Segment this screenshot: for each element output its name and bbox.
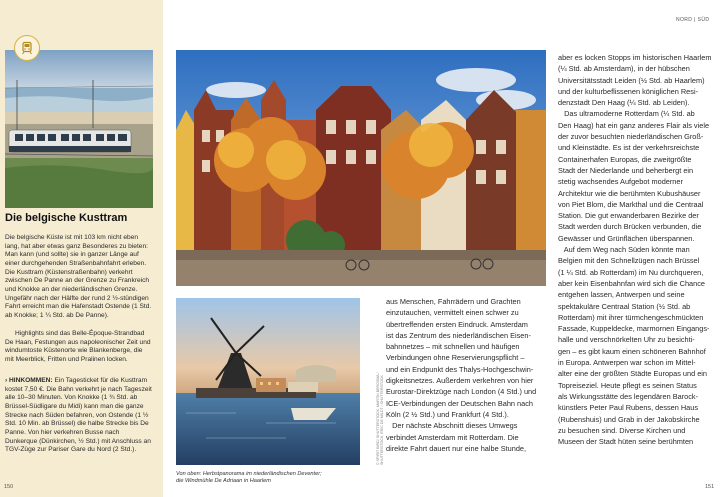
middle-line: verbindet Amsterdam mit Rotterdam. Die — [386, 432, 519, 442]
middle-line: Köln (2 ½ Std.) und Frankfurt (4 Std.). — [386, 409, 509, 419]
right-column — [558, 52, 718, 447]
caption-line-2: die Windmühle De Adriaan in Haarlem — [176, 478, 271, 485]
right-line: denzstadt Den Haag (¼ Std. ab Leiden). — [558, 98, 690, 108]
right-line: als Wirkungsstätte des legendären Barock- — [558, 391, 699, 401]
right-line: zu besuchen sind. Diverse Kirchen und — [558, 425, 686, 435]
right-line: und Kleinstädte. Es ist der verkehrsreichste — [558, 143, 700, 153]
middle-line: übertreffenden ersten Eindruck. Amsterdam — [386, 319, 528, 329]
middle-line: und ein Endpunkt des Thalys-Hochgeschwin- — [386, 364, 534, 374]
right-line: (¼ Std. ab Amsterdam), in der hübschen — [558, 64, 690, 74]
right-line: (Rubenshuis) und Grab in der Jakobskirche — [558, 414, 700, 424]
caption-line-1: Von oben: Herbstpanorama im niederländischen Deventer; — [176, 471, 322, 477]
right-line: Stadt werden durch Brücken verbunden, die — [558, 222, 702, 232]
middle-line: ICE-Verbindungen der Deutschen Bahn nach — [386, 398, 533, 408]
right-line: Universitätsstadt Leiden (½ Std. ab Haarlem) — [558, 75, 705, 85]
right-line: Architektur wie die berühmten Kubushäuser — [558, 188, 701, 198]
right-line: Das ultramoderne Rotterdam (¼ Std. ab — [558, 109, 695, 119]
right-line: der zuvor besuchten niederländischen Groß- — [558, 132, 704, 142]
middle-line: Der nächste Abschnitt dieses Umwegs — [386, 421, 518, 431]
right-line: aber kein Eisenbahnfan wird sich die Chance — [558, 278, 705, 288]
right-line: Den Haag) hat ein ganz anderes Flair als viele — [558, 120, 710, 130]
running-header-right: NORD | SÜD — [676, 17, 710, 23]
right-line: Gewässer und Grünflächen überspannen. — [558, 233, 695, 243]
right-line: künstlers Peter Paul Rubens, dessen Haus — [558, 403, 699, 413]
right-line: Auf dem Weg nach Süden könnte man — [558, 245, 690, 255]
middle-line: aus Menschen, Fahrrädern und Grachten — [386, 297, 521, 306]
middle-line: Eurostar-Direktzüge nach London (4 Std.) und — [386, 387, 537, 397]
photo-caption — [176, 471, 366, 485]
middle-line: einzutauchen, vermittelt einen schwer zu — [386, 308, 519, 318]
right-line: Fassade, Kuppeldecke, marmornen Eingangs- — [558, 324, 710, 334]
right-line: Stadt der Niederlande und beherbergt ein — [558, 165, 694, 175]
right-line: Station. Die gut erwanderbaren Bezirke der — [558, 211, 699, 221]
right-line: alter eine der größten Städte Europas und ein — [558, 369, 708, 379]
middle-line: ist das Zentrum des niederländischen Eisen- — [386, 330, 531, 340]
middle-line: digkeitsnetzes. Außerdem verkehren von hier — [386, 376, 534, 386]
right-line: (1 ¼ Std. ab Rotterdam) im Nu durchqueren, — [558, 267, 704, 277]
right-line: stetig wachsendes Aufgebot moderner — [558, 177, 683, 187]
right-line: entgehen lassen, Antwerpen und seine — [558, 290, 685, 300]
right-line: Topreiseziel. Heute pflegt es seinen Status — [558, 380, 697, 390]
right-line: halle und verschnörkelten Uhr zu besichti- — [558, 335, 695, 345]
right-line: gen – es gibt kaum einen schöneren Bahnhof — [558, 346, 706, 356]
right-line: und der kulturbeflissenen königlichen Resi- — [558, 86, 699, 96]
middle-line: direkte Fahrt dauert nur eine halbe Stunde, — [386, 443, 527, 453]
hinkommen-text: Ein Tagesticket für die Kusttram kostet 7,50 €. Die Bahn verkehrt je nach Tageszeit alle 10–30 Minuten. Von Knokke (1 ¾ Std. ab Brüssel-Südligare du Midi) kann man die ganze Strecke nach Süden befahren, von Ostende (1 ½ Std. 10 Min. ab Brüssel) die halbe Strecke bis De Panne. Von hier verkehren Busse nach Dunkerque (Dünkirchen, ½ Std.) mit Anschluss an TGV-Züge zur Pariser Gare du Nord (2 Std.). — [5, 377, 152, 454]
sidebar-title: Die belgische Kusttram — [5, 212, 128, 224]
middle-line: bahnnetzes – mit schnellen und häufigen — [386, 342, 520, 352]
middle-line: Verbindungen ohne Reservierungspflicht – — [386, 353, 525, 363]
sidebar-hinkommen — [5, 377, 153, 455]
deventer-photo — [176, 50, 546, 286]
right-line: aber es locken Stopps im historischen Haarlem — [558, 53, 712, 62]
page-number-right: 151 — [705, 484, 715, 490]
right-line: in Europa. Antwerpen war schon im Mittel- — [558, 358, 696, 368]
right-line: spektakuläre Centraal Station (½ Std. ab — [558, 301, 691, 311]
right-line: Belgien mit den Schnellzügen nach Brüssel — [558, 256, 700, 266]
middle-column — [386, 296, 554, 454]
train-ticket-icon — [14, 35, 40, 61]
hinkommen-label: › HINKOMMEN: — [5, 377, 53, 384]
page-number-left: 150 — [4, 484, 14, 490]
right-line: Rotterdam) mit ihrer türmchengeschmückten — [558, 312, 704, 322]
sidebar-paragraph-1: Die belgische Küste ist mit 103 km nicht eben lang, hat aber etwas ganz Besonderes zu bieten: Man kann (und sollte) sie in ganzer Länge auf einer durchgehenden Straßenbahnfahrt erleben. Die Kusttram (Küstenstraßenbahn) verkehrt zwischen De Panne an der Grenze zu Frankreich und Knokke an der niederländischen Grenze. Ungefähr nach der Hälfte der rund 2 ½-stündigen Fahrt erreicht man die Hafenstadt Ostende (1 Std. ab Knokke; 1 ¼ Std. ab De Panne). — [5, 234, 152, 319]
sidebar-paragraph-2: Highlights sind das Belle-Époque-Strandbad De Haan, Festungen aus napoleonischer Zeit und windumtoste Küstenorte wie Blankenberge, die mit Meerblick, Fritten und Pralinen locken. — [5, 330, 151, 363]
windmill-photo — [176, 298, 360, 465]
right-line: Museen der Stadt hüten seine berühmten — [558, 437, 694, 447]
photo-credit: © SPIRIT BIRD/ SHUTTERSTOCK, MARTIN BERGSMA / SHUTTERSTOCK, ERIC DE MILDT / SHUTTERSTOCK — [376, 372, 385, 465]
right-line: Containerhafen Europas, die zweitgrößte — [558, 154, 692, 164]
tram-photo — [5, 50, 153, 208]
right-line: von Piet Blom, die Markthal und die Centraal — [558, 199, 704, 209]
